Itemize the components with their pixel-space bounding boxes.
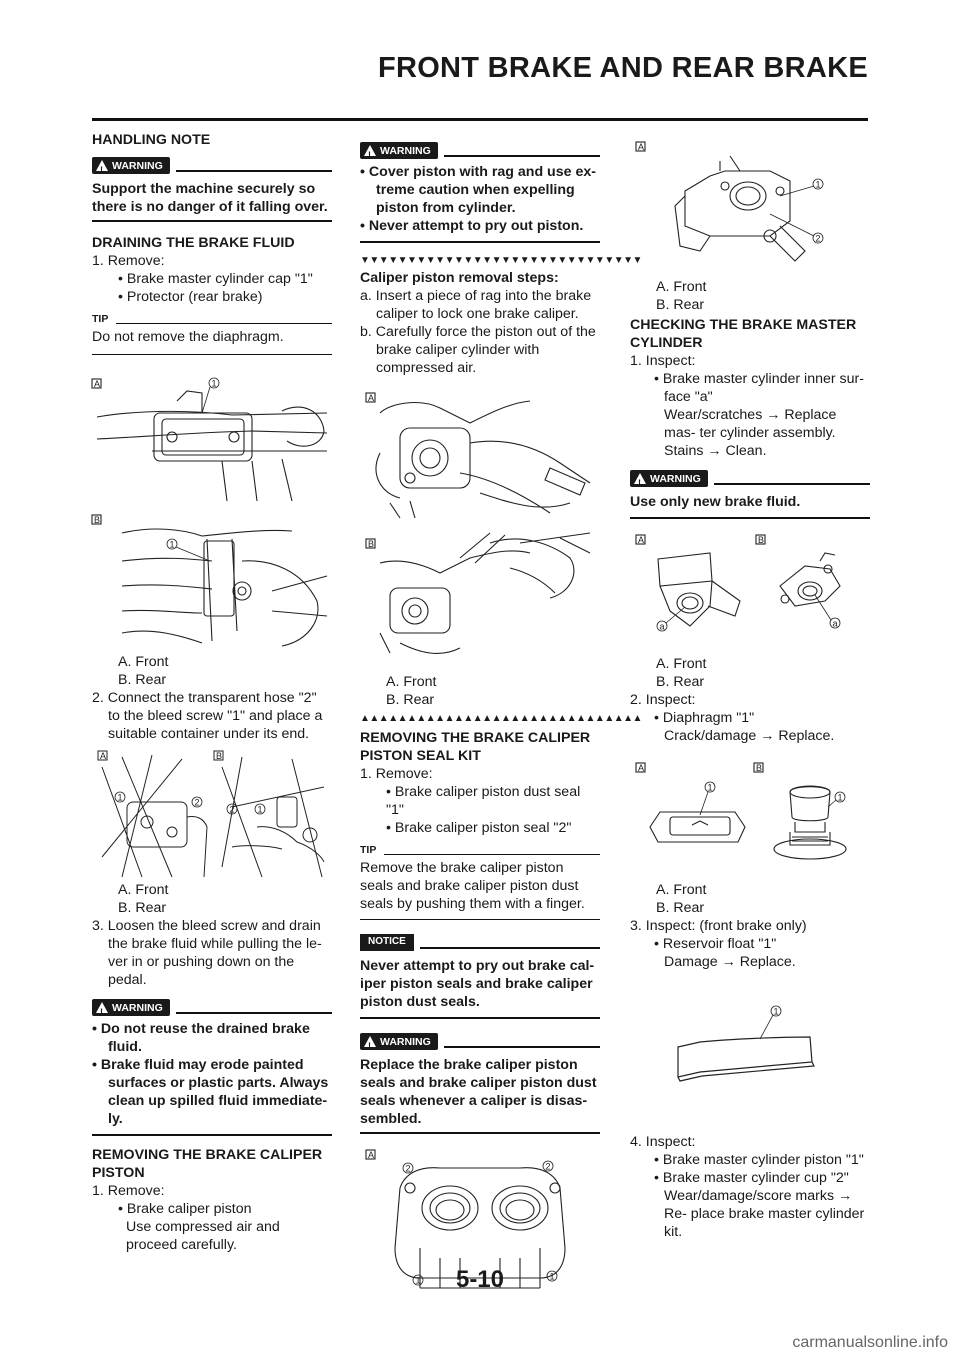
warning-icon [364, 1036, 376, 1047]
notice-text: Never attempt to pry out brake cal- iper piston seals and brake caliper piston dust seals. [360, 958, 595, 1010]
bullet-text: • Brake master cylinder piston "1" [654, 1152, 864, 1168]
step-text: 3. Loosen the bleed screw and drain the brake fluid while pulling the le- ver in or pushing down on the pedal. [92, 918, 322, 988]
svg-text:a: a [832, 618, 838, 629]
tip-header: TIP [360, 841, 600, 859]
warning-icon [364, 145, 376, 156]
steps-end-marker: ▲▲▲▲▲▲▲▲▲▲▲▲▲▲▲▲▲▲▲▲▲▲▲▲▲▲▲▲▲▲ [360, 713, 642, 724]
svg-text:2: 2 [194, 797, 200, 808]
bullet-text: • Diaphragm "1" [654, 710, 755, 726]
svg-text:1: 1 [169, 539, 175, 550]
step-text: 1. Remove: [360, 766, 433, 782]
title-rule [92, 118, 868, 121]
steps-heading: Caliper piston removal steps: [360, 270, 559, 286]
warning-text: • Cover piston with rag and use ex- treme caution when expelling piston from cylinder. [360, 164, 596, 216]
svg-text:B: B [368, 539, 375, 549]
warning-text: • Do not reuse the drained brake fluid. [92, 1021, 310, 1055]
svg-text:2: 2 [405, 1163, 411, 1174]
svg-text:B: B [756, 763, 763, 773]
svg-text:1: 1 [117, 792, 123, 803]
column-2 [360, 130, 642, 1298]
warning-text: • Never attempt to pry out piston. [360, 218, 584, 234]
svg-text:B: B [758, 535, 765, 545]
bullet-subtext: Wear/damage/score marks → Re- place brake master cylinder kit. [664, 1188, 865, 1240]
tip-text: Do not remove the diaphragm. [92, 329, 284, 345]
warning-badge: ! WARNING [360, 1033, 438, 1050]
step-text: 2. Connect the transparent hose "2" to the bleed screw "1" and place a suitable container under its end. [92, 690, 323, 742]
svg-text:A: A [368, 393, 375, 403]
bullet-subtext: Damage → Replace. [664, 954, 796, 970]
svg-text:a: a [659, 621, 665, 632]
warning-text: Use only new brake fluid. [630, 494, 801, 510]
figure-label: B. Rear [656, 900, 705, 916]
warning-header [92, 157, 332, 174]
bullet-text: • Reservoir float "1" [654, 936, 777, 952]
bullet-text: • Brake caliper piston seal "2" [386, 820, 572, 836]
bullet-subtext: Stains → Clean. [664, 443, 767, 459]
figure-label: A. Front [386, 674, 437, 690]
warning-badge: ! WARNING [92, 999, 170, 1016]
bullet-text: • Brake caliper piston dust seal "1" [386, 784, 581, 818]
svg-text:1: 1 [549, 1271, 555, 1282]
warning-text: Support the machine securely so there is no danger of it falling over. [92, 181, 328, 215]
diaphragm-figure [630, 757, 870, 881]
draining-heading: DRAINING THE BRAKE FLUID [92, 235, 295, 251]
figure-label: B. Rear [118, 900, 167, 916]
step-text: b. Carefully force the piston out of the brake caliper cylinder with compressed air. [360, 324, 596, 376]
removing-heading: REMOVING THE BRAKE CALIPER PISTON [92, 1147, 323, 1181]
caliper-piston-figure [360, 383, 600, 673]
step-text: a. Insert a piece of rag into the brake caliper to lock one brake caliper. [360, 288, 592, 322]
warning-header [360, 142, 600, 159]
figure-label: A. Front [656, 279, 707, 295]
svg-text:1: 1 [257, 804, 263, 815]
checking-heading: CHECKING THE BRAKE MASTER CYLINDER [630, 317, 857, 351]
figure-label: B. Rear [656, 297, 705, 313]
warning-badge: ! WARNING [360, 142, 438, 159]
figure-label: A. Front [656, 882, 707, 898]
svg-text:A: A [94, 379, 101, 389]
svg-text:1: 1 [773, 1006, 779, 1017]
svg-text:1: 1 [211, 378, 217, 389]
page-title: FRONT BRAKE AND REAR BRAKE [377, 52, 868, 84]
notice-badge: NOTICE [360, 934, 414, 951]
svg-text:1: 1 [837, 792, 843, 803]
warning-header [360, 1033, 600, 1050]
step-text: 1. Inspect: [630, 353, 696, 369]
svg-text:A: A [368, 1150, 375, 1160]
svg-text:2: 2 [229, 804, 235, 815]
svg-text:2: 2 [545, 1161, 551, 1172]
bullet-text: • Protector (rear brake) [118, 289, 263, 305]
figure-label: B. Rear [656, 674, 705, 690]
svg-text:A: A [638, 535, 645, 545]
notice-header [360, 934, 600, 951]
seal-kit-heading: REMOVING THE BRAKE CALIPER PISTON SEAL KIT [360, 730, 591, 764]
bullet-subtext: Crack/damage → Replace. [664, 728, 835, 744]
figure-label: A. Front [118, 654, 169, 670]
bullet-subtext: Wear/scratches → Replace mas- ter cylinder assembly. [664, 407, 837, 441]
svg-text:B: B [216, 751, 223, 761]
handling-note-heading: HANDLING NOTE [92, 132, 211, 148]
figure-label: A. Front [656, 656, 707, 672]
warning-badge: ! WARNING [630, 470, 708, 487]
bullet-text: • Brake master cylinder cup "2" [654, 1170, 849, 1186]
warning-icon [96, 1002, 108, 1013]
svg-text:1: 1 [815, 179, 821, 190]
bullet-text: • Brake master cylinder cap "1" [118, 271, 313, 287]
warning-text: • Brake fluid may erode painted surfaces or plastic parts. Always clean up spilled fluid immediate- ly. [92, 1057, 329, 1127]
tip-text: Remove the brake caliper piston seals and brake caliper piston dust seals by pushing them with a finger. [360, 860, 585, 912]
inner-surface-figure [630, 531, 870, 655]
svg-text:1: 1 [415, 1275, 421, 1286]
warning-icon [634, 473, 646, 484]
watermark: carmanualsonline.info [792, 1334, 948, 1351]
svg-text:2: 2 [815, 233, 821, 244]
svg-text:A: A [638, 142, 645, 152]
master-cylinder-figure [92, 361, 332, 653]
svg-text:1: 1 [707, 782, 713, 793]
steps-start-marker: ▼▼▼▼▼▼▼▼▼▼▼▼▼▼▼▼▼▼▼▼▼▼▼▼▼▼▼▼▼▼ [360, 255, 642, 266]
step-text: 2. Inspect: [630, 692, 696, 708]
step-text: 4. Inspect: [630, 1134, 696, 1150]
bleed-screw-figure [92, 747, 332, 881]
warning-badge: ! WARNING [92, 157, 170, 174]
svg-text:A: A [638, 763, 645, 773]
step-text: 1. Remove: [92, 1183, 165, 1199]
warning-icon [96, 160, 108, 171]
warning-header [92, 999, 332, 1016]
step-text: 1. Remove: [92, 253, 165, 269]
step-text: 3. Inspect: (front brake only) [630, 918, 807, 934]
figure-label: B. Rear [118, 672, 167, 688]
warning-text: Replace the brake caliper piston seals and brake caliper piston dust seals whenever a caliper is disas- sembled. [360, 1057, 597, 1127]
page-number: 5-10 [455, 1266, 505, 1293]
cap-figure [630, 136, 870, 278]
svg-text:A: A [100, 751, 107, 761]
warning-header [630, 470, 870, 487]
column-1 [92, 130, 332, 1254]
figure-label: A. Front [118, 882, 169, 898]
svg-text:B: B [94, 515, 101, 525]
tip-header: TIP [92, 310, 332, 328]
reservoir-float-figure [630, 977, 870, 1133]
bullet-text: • Brake caliper piston [118, 1201, 252, 1217]
bullet-text: • Brake master cylinder inner sur- face "a" [654, 371, 864, 405]
column-3 [630, 130, 870, 1241]
bullet-subtext: Use compressed air and proceed carefully. [126, 1219, 280, 1253]
figure-label: B. Rear [386, 692, 435, 708]
